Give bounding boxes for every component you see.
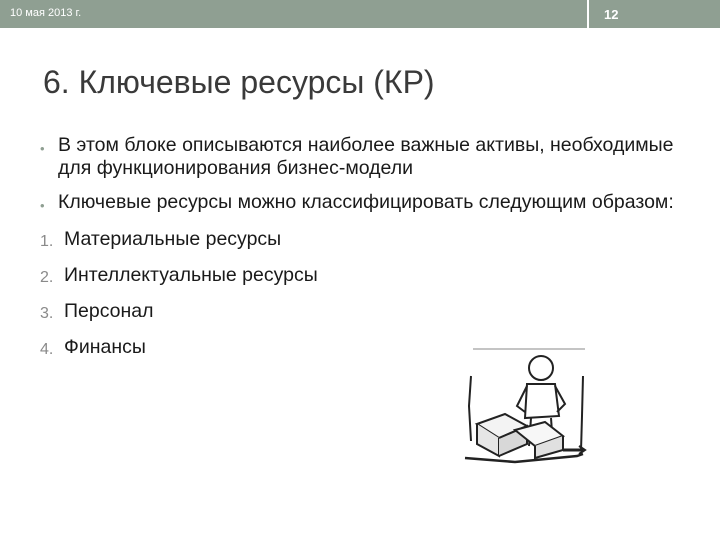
slide-title: 6. Ключевые ресурсы (КР)	[43, 64, 435, 100]
list-number: 1.	[40, 233, 54, 250]
bullet-marker: •	[40, 198, 45, 213]
list-number: 2.	[40, 269, 54, 286]
person-with-boxes-icon	[455, 346, 595, 468]
numbered-item	[40, 300, 690, 325]
bullet-item	[40, 134, 690, 180]
bullet-text: В этом блоке описываются наиболее важные активы, необходимые для функционирования бизнес-модели	[58, 134, 674, 179]
bullet-marker: •	[40, 141, 45, 156]
list-number: 3.	[40, 305, 54, 322]
numbered-text: Материальные ресурсы	[64, 228, 282, 250]
slide-date: 10 мая 2013 г.	[10, 7, 82, 19]
bullet-text: Ключевые ресурсы можно классифицировать следующим образом:	[58, 191, 674, 213]
numbered-text: Персонал	[64, 300, 154, 322]
slide-body	[40, 134, 690, 361]
header-divider	[587, 0, 589, 28]
slide-number: 12	[604, 7, 619, 22]
numbered-text: Интеллектуальные ресурсы	[64, 264, 318, 286]
bullet-item	[40, 191, 690, 217]
numbered-item	[40, 228, 690, 253]
header-bar	[0, 0, 720, 28]
numbered-item	[40, 264, 690, 289]
list-number: 4.	[40, 341, 54, 358]
numbered-text: Финансы	[64, 336, 146, 358]
